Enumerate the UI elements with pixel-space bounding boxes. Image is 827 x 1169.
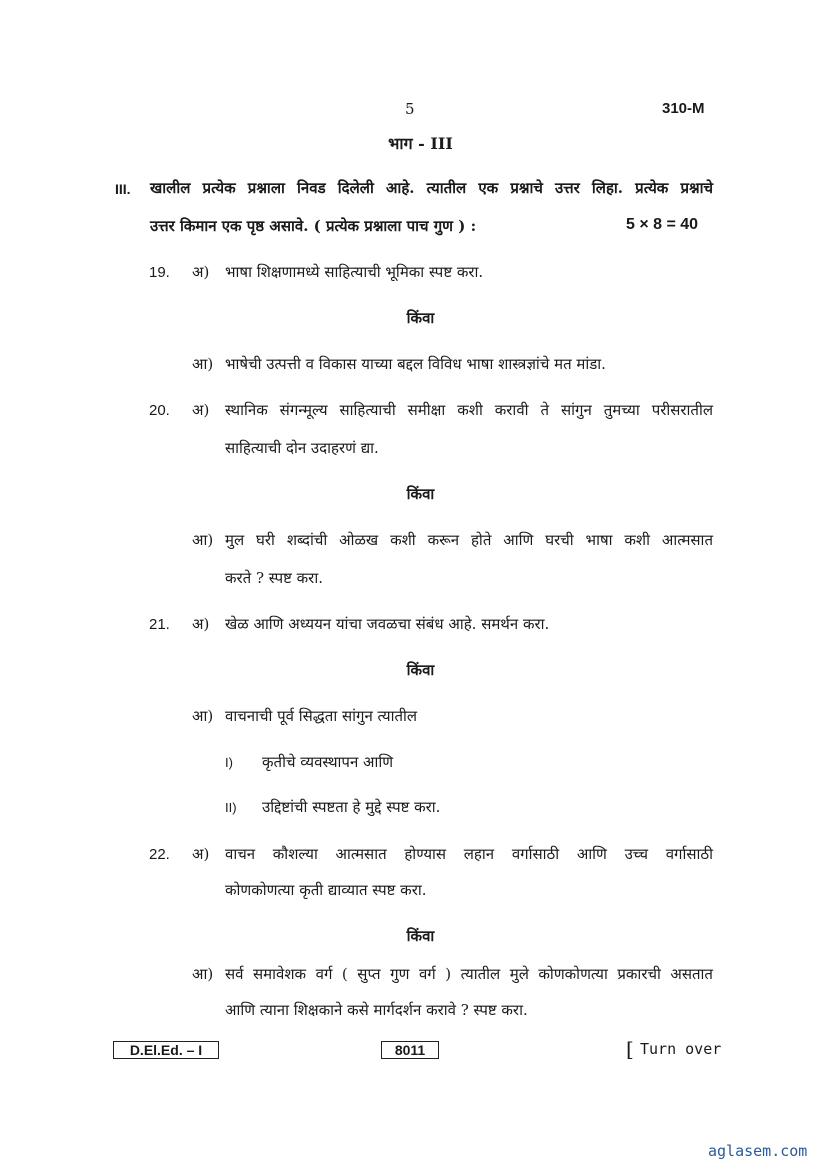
sub-point-text: कृतीचे व्यवस्थापन आणि bbox=[262, 753, 394, 771]
or-label: किंवा bbox=[406, 309, 435, 327]
section-marks: 5 × 8 = 40 bbox=[626, 216, 699, 233]
option-label: अ) bbox=[192, 845, 210, 863]
sub-point-label: I) bbox=[225, 755, 233, 770]
option-label: आ) bbox=[192, 531, 214, 549]
option-label: आ) bbox=[192, 965, 214, 983]
or-label: किंवा bbox=[406, 485, 435, 503]
option-label: अ) bbox=[192, 615, 210, 633]
page-number: 5 bbox=[405, 100, 415, 118]
question-text: साहित्याची दोन उदाहरणं द्या. bbox=[225, 439, 379, 457]
paper-code-box: 8011 bbox=[381, 1041, 439, 1059]
option-label: अ) bbox=[192, 263, 210, 281]
question-text: सर्व समावेशक वर्ग ( सुप्त गुण वर्ग ) त्यातील मुले कोणकोणत्या प्रकारची असतात bbox=[225, 965, 713, 983]
section-number: III. bbox=[115, 181, 131, 197]
or-label: किंवा bbox=[406, 927, 435, 945]
question-text: करते ? स्पष्ट करा. bbox=[225, 569, 323, 587]
question-number: 22. bbox=[149, 846, 170, 863]
question-number: 20. bbox=[149, 402, 170, 419]
or-label: किंवा bbox=[406, 661, 435, 679]
option-label: आ) bbox=[192, 355, 214, 373]
sub-point-label: II) bbox=[225, 800, 237, 815]
question-text: भाषा शिक्षणामध्ये साहित्याची भूमिका स्पष्ट करा. bbox=[225, 263, 484, 281]
question-text: मुल घरी शब्दांची ओळख कशी करून होते आणि घरची भाषा कशी आत्मसात bbox=[225, 531, 713, 549]
question-text: कोणकोणत्या कृती द्याव्यात स्पष्ट करा. bbox=[225, 881, 427, 899]
question-number: 21. bbox=[149, 616, 170, 633]
paper-code: 310-M bbox=[662, 100, 705, 117]
turn-over-label: Turn over bbox=[640, 1040, 722, 1058]
question-text: आणि त्याना शिक्षकाने कसे मार्गदर्शन करावे ? स्पष्ट करा. bbox=[225, 1001, 528, 1019]
site-watermark[interactable]: aglasem.com bbox=[708, 1142, 808, 1160]
question-text: वाचनाची पूर्व सिद्धता सांगुन त्यातील bbox=[225, 707, 418, 725]
section-instruction-line2: उत्तर किमान एक पृष्ठ असावे. ( प्रत्येक प्रश्नाला पाच गुण ) : bbox=[150, 217, 477, 235]
option-label: आ) bbox=[192, 707, 214, 725]
sub-point-text: उद्दिष्टांची स्पष्टता हे मुद्दे स्पष्ट करा. bbox=[262, 798, 441, 816]
question-text: स्थानिक संगन्मूल्य साहित्याची समीक्षा कशी करावी ते सांगुन तुमच्या परीसरातील bbox=[225, 401, 713, 419]
question-text: वाचन कौशल्या आत्मसात होण्यास लहान वर्गासाठी आणि उच्च वर्गासाठी bbox=[225, 845, 713, 863]
course-box: D.El.Ed. – I bbox=[113, 1041, 219, 1059]
question-text: भाषेची उत्पत्ती व विकास याच्या बद्दल विविध भाषा शास्त्रज्ञांचे मत मांडा. bbox=[225, 355, 606, 373]
section-instruction-line1: खालील प्रत्येक प्रश्नाला निवड दिलेली आहे. त्यातील एक प्रश्नाचे उत्तर लिहा. प्रत्येक प्रश्नाचे bbox=[150, 179, 713, 197]
question-text: खेळ आणि अध्ययन यांचा जवळचा संबंध आहे. समर्थन करा. bbox=[225, 615, 550, 633]
option-label: अ) bbox=[192, 401, 210, 419]
part-title: भाग - III bbox=[388, 134, 453, 153]
bracket-glyph: [ bbox=[626, 1037, 634, 1061]
question-number: 19. bbox=[149, 264, 170, 281]
